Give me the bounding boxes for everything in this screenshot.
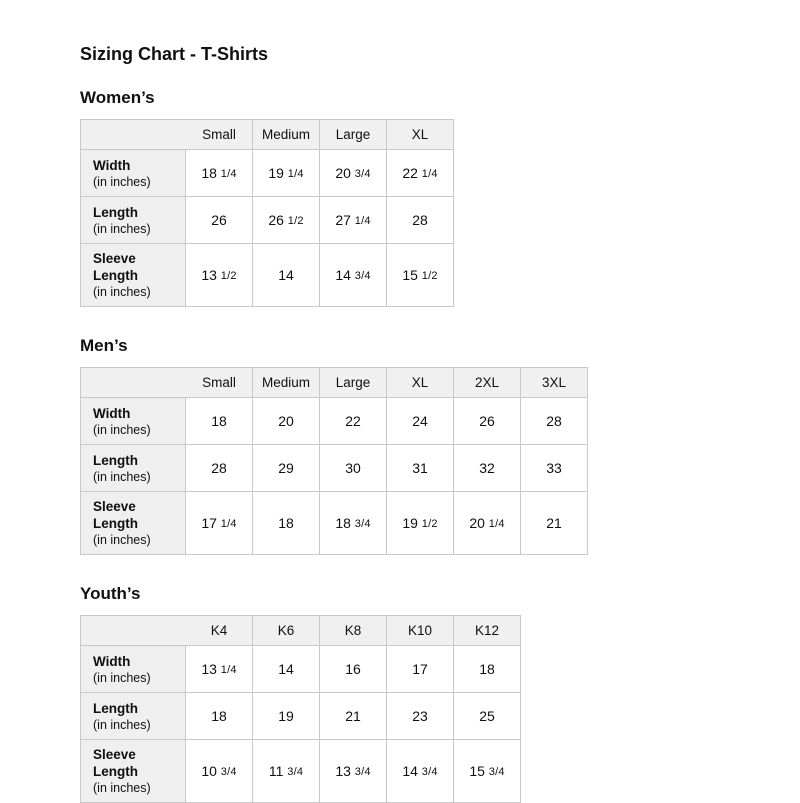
fraction: 3/4	[220, 766, 237, 778]
measurement-row	[81, 740, 521, 803]
sizing-chart-page	[80, 44, 760, 803]
sizing-table	[80, 615, 521, 803]
row-sublabel: (in inches)	[93, 533, 151, 547]
measurement-cell: 20	[253, 398, 320, 445]
size-column-header: Small	[186, 368, 253, 398]
size-header-row	[81, 120, 454, 150]
fraction: 1/4	[287, 168, 304, 180]
row-sublabel: (in inches)	[93, 717, 151, 732]
measurement-cell: 17	[387, 646, 454, 693]
fraction: 1/4	[421, 168, 438, 180]
row-sublabel: (in inches)	[93, 422, 151, 437]
size-column-header: K6	[253, 616, 320, 646]
row-sublabel: (in inches)	[93, 221, 151, 236]
measurement-cell: 32	[454, 445, 521, 492]
measurement-cell: 14 3/4	[387, 740, 454, 803]
fraction: 3/4	[488, 766, 505, 778]
fraction: 1/2	[421, 518, 438, 530]
row-sublabel: (in inches)	[93, 781, 151, 795]
section-heading-womens: Women’s	[80, 88, 155, 107]
section-womens	[80, 87, 760, 307]
fraction: 1/2	[287, 215, 304, 227]
size-column-header: Large	[320, 120, 387, 150]
mens-table-slot	[80, 367, 760, 555]
section-mens	[80, 335, 760, 555]
measurement-cell: 20 3/4	[320, 150, 387, 197]
measurement-row	[81, 150, 454, 197]
page-title: Sizing Chart - T-Shirts	[80, 44, 269, 64]
fraction: 1/4	[220, 168, 237, 180]
measurement-cell: 19	[253, 693, 320, 740]
corner-cell	[81, 616, 186, 646]
measurement-cell: 11 3/4	[253, 740, 320, 803]
size-column-header: K10	[387, 616, 454, 646]
row-label: Sleeve Length	[93, 499, 138, 531]
row-label: Sleeve Length	[93, 251, 138, 283]
measurement-cell: 18 3/4	[320, 492, 387, 555]
measurement-cell: 24	[387, 398, 454, 445]
measurement-cell: 19 1/4	[253, 150, 320, 197]
size-column-header: Medium	[253, 368, 320, 398]
sizing-table	[80, 119, 454, 307]
measurement-cell: 14 3/4	[320, 244, 387, 307]
row-sublabel: (in inches)	[93, 469, 151, 484]
size-column-header: Medium	[253, 120, 320, 150]
section-heading-mens: Men’s	[80, 336, 128, 355]
row-label: Width	[93, 405, 131, 421]
row-label-cell	[81, 740, 186, 803]
measurement-cell: 13 3/4	[320, 740, 387, 803]
row-label: Width	[93, 653, 131, 669]
row-label-cell	[81, 646, 186, 693]
womens-table-slot	[80, 119, 760, 307]
row-sublabel: (in inches)	[93, 670, 151, 685]
row-label: Length	[93, 452, 138, 468]
row-label: Length	[93, 700, 138, 716]
fraction: 3/4	[287, 766, 304, 778]
measurement-cell: 29	[253, 445, 320, 492]
measurement-cell: 33	[521, 445, 588, 492]
fraction: 1/4	[220, 518, 237, 530]
measurement-cell: 16	[320, 646, 387, 693]
measurement-cell: 21	[320, 693, 387, 740]
size-column-header: XL	[387, 120, 454, 150]
measurement-cell: 17 1/4	[186, 492, 253, 555]
row-label-cell	[81, 197, 186, 244]
measurement-cell: 25	[454, 693, 521, 740]
row-label-cell	[81, 492, 186, 555]
measurement-cell: 18	[253, 492, 320, 555]
measurement-cell: 22	[320, 398, 387, 445]
size-column-header: Large	[320, 368, 387, 398]
measurement-row	[81, 197, 454, 244]
measurement-cell: 18	[186, 398, 253, 445]
fraction: 3/4	[421, 766, 438, 778]
corner-cell	[81, 368, 186, 398]
size-column-header: 3XL	[521, 368, 588, 398]
fraction: 1/4	[354, 215, 371, 227]
size-column-header: K4	[186, 616, 253, 646]
sizing-table	[80, 367, 588, 555]
measurement-cell: 14	[253, 244, 320, 307]
measurement-cell: 14	[253, 646, 320, 693]
youths-table-slot	[80, 615, 760, 803]
measurement-row	[81, 492, 588, 555]
fraction: 1/4	[488, 518, 505, 530]
measurement-cell: 26	[454, 398, 521, 445]
fraction: 3/4	[354, 270, 371, 282]
row-sublabel: (in inches)	[93, 174, 151, 189]
row-label: Sleeve Length	[93, 747, 138, 779]
measurement-cell: 26	[186, 197, 253, 244]
size-column-header: K12	[454, 616, 521, 646]
measurement-cell: 27 1/4	[320, 197, 387, 244]
measurement-cell: 13 1/4	[186, 646, 253, 693]
measurement-cell: 10 3/4	[186, 740, 253, 803]
section-youths	[80, 583, 760, 803]
fraction: 1/2	[421, 270, 438, 282]
measurement-cell: 31	[387, 445, 454, 492]
fraction: 1/4	[220, 664, 237, 676]
row-label-cell	[81, 445, 186, 492]
measurement-cell: 15 1/2	[387, 244, 454, 307]
section-heading-youths: Youth’s	[80, 584, 141, 603]
size-column-header: K8	[320, 616, 387, 646]
measurement-cell: 18 1/4	[186, 150, 253, 197]
fraction: 3/4	[354, 518, 371, 530]
row-label: Length	[93, 204, 138, 220]
size-header-row	[81, 368, 588, 398]
measurement-cell: 28	[521, 398, 588, 445]
row-label-cell	[81, 693, 186, 740]
row-label-cell	[81, 244, 186, 307]
measurement-cell: 30	[320, 445, 387, 492]
size-column-header: Small	[186, 120, 253, 150]
fraction: 3/4	[354, 168, 371, 180]
size-column-header: XL	[387, 368, 454, 398]
measurement-cell: 13 1/2	[186, 244, 253, 307]
row-label-cell	[81, 150, 186, 197]
measurement-cell: 20 1/4	[454, 492, 521, 555]
corner-cell	[81, 120, 186, 150]
measurement-cell: 28	[387, 197, 454, 244]
measurement-row	[81, 693, 521, 740]
fraction: 1/2	[220, 270, 237, 282]
fraction: 3/4	[354, 766, 371, 778]
measurement-cell: 22 1/4	[387, 150, 454, 197]
measurement-cell: 28	[186, 445, 253, 492]
measurement-row	[81, 398, 588, 445]
size-column-header: 2XL	[454, 368, 521, 398]
measurement-cell: 15 3/4	[454, 740, 521, 803]
measurement-cell: 19 1/2	[387, 492, 454, 555]
measurement-cell: 23	[387, 693, 454, 740]
measurement-cell: 18	[454, 646, 521, 693]
measurement-cell: 21	[521, 492, 588, 555]
row-label: Width	[93, 157, 131, 173]
row-label-cell	[81, 398, 186, 445]
row-sublabel: (in inches)	[93, 285, 151, 299]
measurement-row	[81, 244, 454, 307]
size-header-row	[81, 616, 521, 646]
measurement-cell: 26 1/2	[253, 197, 320, 244]
measurement-row	[81, 445, 588, 492]
measurement-row	[81, 646, 521, 693]
measurement-cell: 18	[186, 693, 253, 740]
